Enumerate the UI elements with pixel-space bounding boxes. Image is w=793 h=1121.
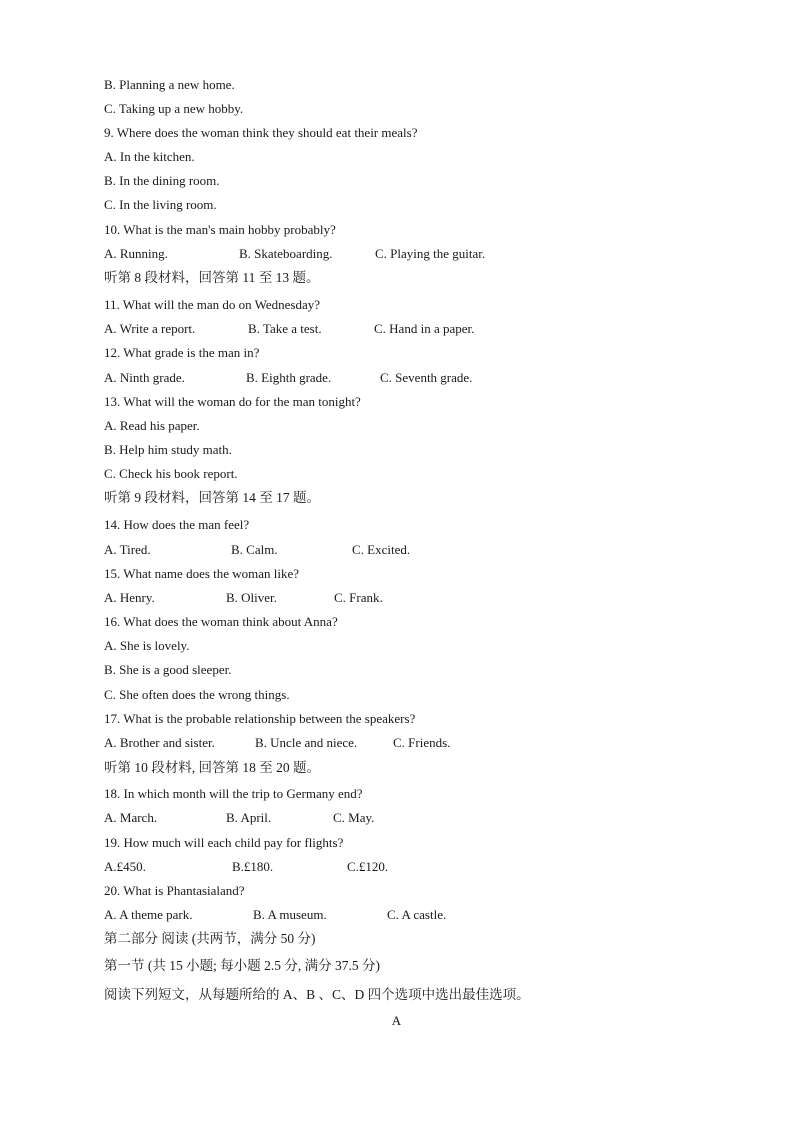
option-a: A. Ninth grade.	[104, 370, 185, 385]
option-a: A.£450.	[104, 859, 146, 874]
passage-label: A	[391, 1013, 402, 1028]
option-c: C. Frank.	[334, 590, 383, 605]
option-c: C.£120.	[347, 859, 389, 874]
option-line: B. Planning a new home.	[104, 77, 235, 92]
option-b: B.£180.	[232, 859, 274, 874]
question-text: 18. In which month will the trip to Germany end?	[104, 786, 363, 801]
option-b: B. Calm.	[231, 542, 278, 557]
option-b: B. Uncle and niece.	[255, 735, 358, 750]
question-text: 20. What is Phantasialand?	[104, 883, 245, 898]
option-c: C. Seventh grade.	[380, 370, 473, 385]
option-a: A. March.	[104, 810, 158, 825]
option-b: B. Skateboarding.	[239, 246, 333, 261]
question-text: 19. How much will each child pay for flights?	[104, 835, 344, 850]
option-c: C. Playing the guitar.	[375, 246, 486, 261]
option-a: A. Henry.	[104, 590, 155, 605]
option-b: B. Oliver.	[226, 590, 277, 605]
section-heading: 听第 10 段材料, 回答第 18 至 20 题。	[104, 760, 320, 775]
option-a: A. Write a report.	[104, 321, 196, 336]
question-text: 9. Where does the woman think they should eat their meals?	[104, 125, 418, 140]
option-line: A. In the kitchen.	[104, 149, 195, 164]
question-text: 12. What grade is the man in?	[104, 345, 260, 360]
section-heading: 阅读下列短文，从每题所给的 A、B 、C、D 四个选项中选出最佳选项。	[104, 987, 530, 1002]
question-text: 10. What is the man's main hobby probably?	[104, 222, 336, 237]
option-c: C. Hand in a paper.	[374, 321, 475, 336]
option-line: A. Read his paper.	[104, 418, 200, 433]
option-c: C. A castle.	[387, 907, 447, 922]
section-heading: 听第 9 段材料，回答第 14 至 17 题。	[104, 490, 320, 505]
option-line: C. Taking up a new hobby.	[104, 101, 244, 116]
option-a: A. Tired.	[104, 542, 151, 557]
question-text: 15. What name does the woman like?	[104, 566, 300, 581]
option-line: C. She often does the wrong things.	[104, 687, 290, 702]
option-c: C. Friends.	[393, 735, 451, 750]
option-a: A. Brother and sister.	[104, 735, 215, 750]
option-line: B. Help him study math.	[104, 442, 232, 457]
option-b: B. April.	[226, 810, 272, 825]
question-text: 17. What is the probable relationship between the speakers?	[104, 711, 416, 726]
option-line: B. In the dining room.	[104, 173, 220, 188]
option-line: C. In the living room.	[104, 197, 217, 212]
option-a: A. Running.	[104, 246, 168, 261]
option-line: A. She is lovely.	[104, 638, 190, 653]
section-heading: 第二部分 阅读 (共两节，满分 50 分)	[104, 931, 316, 946]
question-text: 13. What will the woman do for the man tonight?	[104, 394, 361, 409]
option-b: B. A museum.	[253, 907, 327, 922]
section-heading: 听第 8 段材料，回答第 11 至 13 题。	[104, 270, 320, 285]
question-text: 11. What will the man do on Wednesday?	[104, 297, 321, 312]
section-heading: 第一节 (共 15 小题; 每小题 2.5 分, 满分 37.5 分)	[104, 958, 380, 973]
option-line: B. She is a good sleeper.	[104, 662, 232, 677]
option-c: C. Excited.	[352, 542, 411, 557]
option-c: C. May.	[333, 810, 375, 825]
option-b: B. Eighth grade.	[246, 370, 332, 385]
question-text: 14. How does the man feel?	[104, 517, 250, 532]
question-text: 16. What does the woman think about Anna?	[104, 614, 338, 629]
option-a: A. A theme park.	[104, 907, 193, 922]
option-b: B. Take a test.	[248, 321, 322, 336]
option-line: C. Check his book report.	[104, 466, 238, 481]
